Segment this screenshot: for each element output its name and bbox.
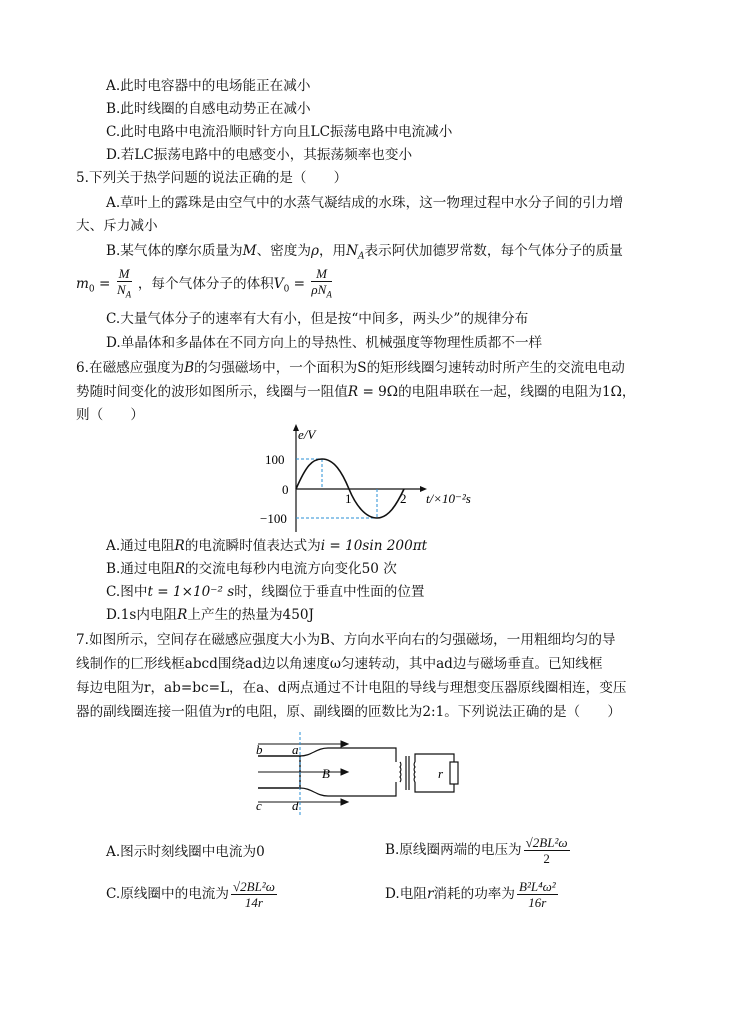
q4-option-d: D.若LC振荡电路中的电感变小，其振荡频率也变小 [106,147,413,163]
q7-stem-line3: 每边电阻为r，ab=bc=L，在a、d两点通过不计电阻的导线与理想变压器原线圈相连，变压 [76,680,627,696]
q7-option-a: A.图示时刻线圈中电流为0 [106,844,265,860]
q6-option-a: A.通过电阻R的电流瞬时值表达式为i = 10sin 200πt [106,538,428,554]
resistor [450,762,458,784]
emf-graph [256,422,516,534]
q5-option-b-line1: B.某气体的摩尔质量为M、密度为ρ，用$N_A$表示阿伏加德罗常数，每个气体分子的质量 [106,243,623,262]
label-field-B: B [322,766,330,781]
fraction-q7c: $\frac{\text{√2BL²ω}}{14r}$ [233,879,275,910]
secondary-coil [414,762,415,782]
y-axis-label: e/V [298,427,316,442]
q6-stem-line2: 势随时间变化的波形如图所示，线圈与一阻值R = 9Ω的电阻串联在一起，线圈的电阻为1Ω， [76,384,636,400]
wire-top [300,748,396,762]
q6-stem-line3: 则（ ） [76,407,144,423]
q6-stem-line1: 6.在磁感应强度为B的匀强磁场中，一个面积为S的矩形线圈匀速转动时所产生的交流电电动 [76,360,625,376]
x-tick-1: 1 [345,491,352,506]
q7-option-b: B.原线圈两端的电压为 $\frac{\text{√2BL²ω}}{2}$ [385,835,568,866]
q7-option-c: C.原线圈中的电流为 $\frac{\text{√2BL²ω}}{14r}$ [106,879,275,910]
fraction-q7b: $\frac{\text{√2BL²ω}}{2}$ [525,835,568,866]
x-axis-label: t/×10⁻²s [426,491,471,506]
q7-stem-line4: 器的副线圈连接一阻值为r的电阻，原、副线圈的匝数比为2:1。下列说法正确的是（ ） [76,704,621,720]
x-tick-2: 2 [400,491,407,506]
q6-option-b: B.通过电阻R的交流电每秒内电流方向变化50 次 [106,561,397,577]
q4-option-c: C.此时电路中电流沿顺时针方向且LC振荡电路中电流减小 [106,124,453,140]
q5-option-a-line2: 大、斥力减小 [76,218,158,234]
fraction-m0: $\frac{M}{N_A}$ [117,266,132,300]
q5-option-c: C.大量气体分子的速率有大有小，但是按“中间多，两头少”的规律分布 [106,311,529,327]
fraction-q7d: $\frac{\text{B²L⁴ω²}}{16r}$ [519,879,556,910]
primary-coil [400,762,401,782]
wire-bottom [300,782,396,796]
q7-stem-line2: 线制作的匚形线框abcd围绕ad边以角速度ω匀速转动，其中ad边与磁场垂直。已知线框 [76,656,603,672]
label-a: a [292,742,299,757]
label-d: d [292,798,299,813]
y-tick-neg100: −100 [260,511,287,526]
circuit-diagram [248,728,472,818]
q6-option-d: D.1s内电阻R上产生的热量为450J [106,607,314,623]
y-tick-100: 100 [265,452,285,467]
q4-option-a: A.此时电容器中的电场能正在减小 [106,78,311,94]
q6-option-c: C.图中t = 1×10⁻² s时，线圈位于垂直中性面的位置 [106,584,425,600]
fraction-v0: $\frac{M}{\rho N_A}$ [311,266,332,300]
secondary-wire-bottom [415,782,454,792]
label-r: r [438,766,444,781]
label-c: c [256,798,262,813]
q7-stem-line1: 7.如图所示，空间存在磁感应强度大小为B、方向水平向右的匀强磁场，一用粗细均匀的导 [76,632,616,648]
y-tick-0: 0 [282,482,289,497]
q7-option-d: D.电阻r消耗的功率为 $\frac{\text{B²L⁴ω²}}{16r}$ [385,879,556,910]
q5-option-a-line1: A.草叶上的露珠是由空气中的水蒸气凝结成的水珠，这一物理过程中水分子间的引力增 [106,195,624,211]
q5-option-b-line2: $m_0$ = $\frac{M}{N_A}$ ，每个气体分子的体积$V_0$ = $\frac{M}{\rho N_A}$ [76,266,334,307]
q5-stem: 5.下列关于热学问题的说法正确的是（ ） [76,170,348,186]
q5-option-d: D.单晶体和多晶体在不同方向上的导热性、机械强度等物理性质都不一样 [106,335,543,351]
q4-option-b: B.此时线圈的自感电动势正在减小 [106,101,311,117]
secondary-wire-top [415,754,454,762]
label-b: b [256,742,263,757]
